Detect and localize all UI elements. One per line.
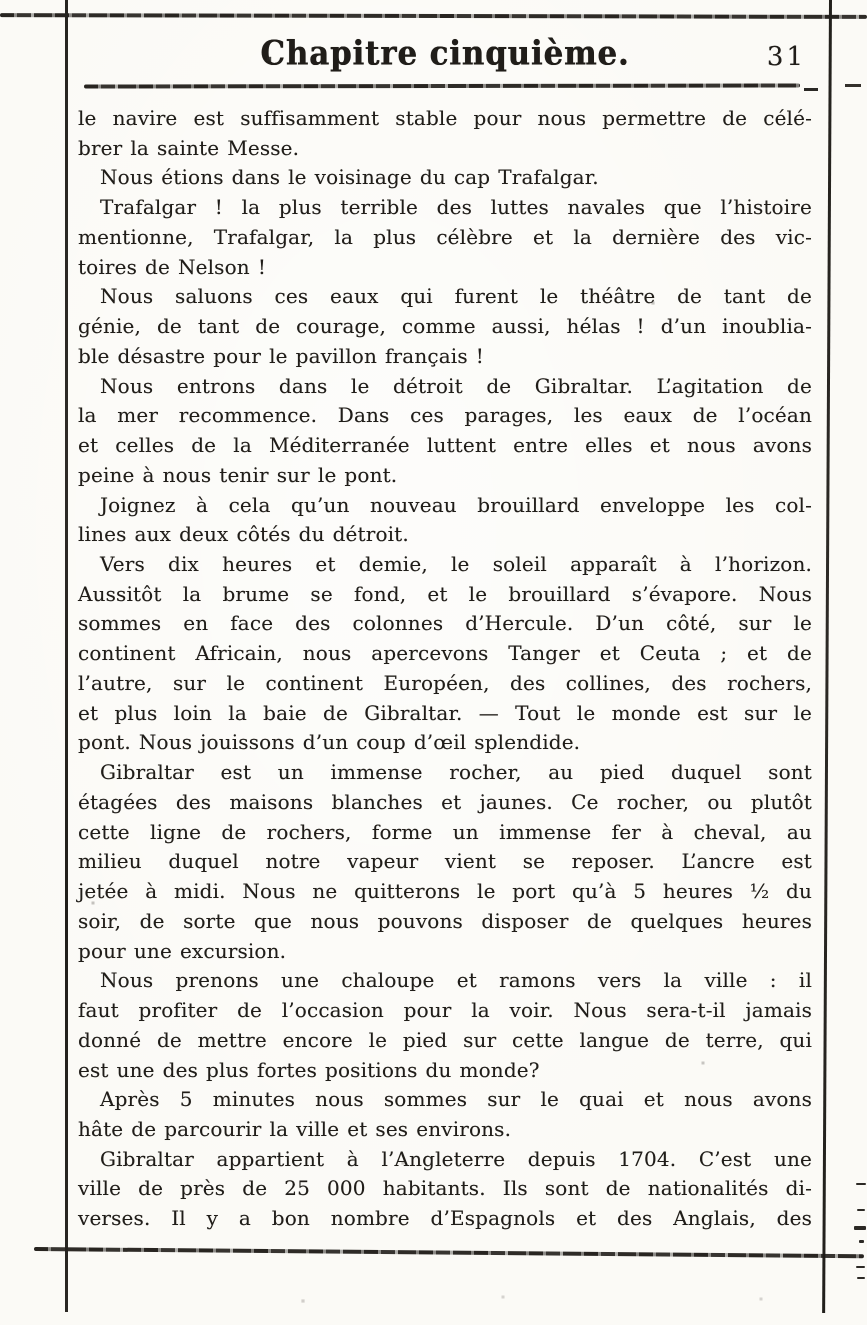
text-line: ville de près de 25 000 habitants. Ils sont de nationalités di- — [78, 1176, 812, 1201]
text-line: pour une excursion. — [78, 938, 287, 963]
text-line: et plus loin la baie de Gibraltar. — Tout le monde est sur le — [78, 700, 812, 725]
text-line: étagées des maisons blanches et jaunes. Ce rocher, ou plutôt — [78, 789, 812, 814]
text-line: faut profiter de l’occasion pour la voir. Nous sera-t-il jamais — [78, 998, 812, 1023]
text-line: Gibraltar est un immense rocher, au pied duquel sont — [100, 760, 812, 785]
scan-artifact-mark — [856, 1183, 866, 1185]
scan-artifact-mark — [859, 1240, 864, 1243]
text-line: le navire est suffisamment stable pour nous permettre de célé- — [78, 106, 812, 130]
text-line: cette ligne de rochers, forme un immense fer à cheval, au — [78, 819, 812, 844]
text-line: donné de mettre encore le pied sur cette langue de terre, qui — [78, 1027, 812, 1052]
text-line: Gibraltar appartient à l’Angleterre depuis 1704. C’est une — [100, 1146, 812, 1171]
text-line: Nous entrons dans le détroit de Gibraltar. L’agitation de — [100, 373, 812, 398]
text-line: Aussitôt la brume se fond, et le brouillard s’évapore. Nous — [78, 581, 812, 606]
text-line: verses. Il y a bon nombre d’Espagnols et des Anglais, des — [78, 1206, 812, 1231]
top-frame-rule — [0, 13, 867, 19]
scan-artifact-mark — [857, 1209, 865, 1211]
scan-artifact-mark — [857, 1277, 865, 1279]
text-line: sommes en face des colonnes d’Hercule. D’un côté, sur le — [78, 611, 812, 636]
text-line: milieu duquel notre vapeur vient se reposer. L’ancre est — [78, 849, 812, 874]
text-line: Joignez à cela qu’un nouveau brouillard enveloppe les col- — [100, 492, 812, 517]
scan-artifact-mark — [854, 1226, 866, 1230]
text-line: hâte de parcourir la ville et ses environs. — [78, 1116, 512, 1141]
scan-noise-dots — [0, 0, 2, 2]
text-line: Trafalgar ! la plus terrible des luttes navales que l’histoire — [100, 195, 812, 220]
text-line: mentionne, Trafalgar, la plus célèbre et la dernière des vic- — [78, 224, 812, 249]
text-line: toires de Nelson ! — [78, 254, 267, 279]
text-line: Nous saluons ces eaux qui furent le théâtre de tant de — [100, 284, 812, 309]
body-text — [78, 104, 812, 1234]
text-line: lines aux deux côtés du détroit. — [78, 522, 409, 547]
text-line: la mer recommence. Dans ces parages, les eaux de l’océan — [78, 403, 812, 428]
chapter-title: Chapitre cinquième. — [260, 32, 630, 74]
scan-artifact-mark — [856, 1266, 865, 1268]
header-divider-rule — [84, 84, 800, 88]
text-line: ble désastre pour le pavillon français ! — [78, 343, 484, 368]
text-line: l’autre, sur le continent Européen, des collines, des rochers, — [78, 670, 812, 695]
text-line: génie, de tant de courage, comme aussi, hélas ! d’un inoublia- — [78, 314, 812, 339]
text-line: Nous étions dans le voisinage du cap Trafalgar. — [100, 165, 599, 190]
text-line: Vers dix heures et demie, le soleil apparaît à l’horizon. — [100, 552, 812, 577]
page-number: 31 — [766, 42, 806, 72]
left-frame-rule — [65, 0, 68, 1312]
text-line: brer la sainte Messe. — [78, 135, 300, 160]
text-line: et celles de la Méditerranée luttent entre elles et nous avons — [78, 433, 812, 458]
header-divider-dash — [804, 88, 818, 91]
text-line: soir, de sorte que nous pouvons disposer de quelques heures — [78, 908, 812, 933]
text-line: est une des plus fortes positions du monde? — [78, 1057, 540, 1082]
text-line: peine à nous tenir sur le pont. — [78, 462, 398, 487]
page-header — [78, 34, 812, 84]
right-frame-rule — [822, 0, 832, 1313]
text-line: pont. Nous jouissons d’un coup d’œil splendide. — [78, 730, 581, 755]
text-line: jetée à midi. Nous ne quitterons le port qu’à 5 heures ½ du — [78, 879, 812, 904]
header-divider-dash-outer — [845, 84, 861, 87]
text-line: Nous prenons une chaloupe et ramons vers la ville : il — [100, 968, 812, 993]
text-line: Après 5 minutes nous sommes sur le quai et nous avons — [100, 1087, 812, 1112]
bottom-frame-rule — [34, 1247, 864, 1258]
text-line: continent Africain, nous apercevons Tanger et Ceuta ; et de — [78, 641, 812, 666]
